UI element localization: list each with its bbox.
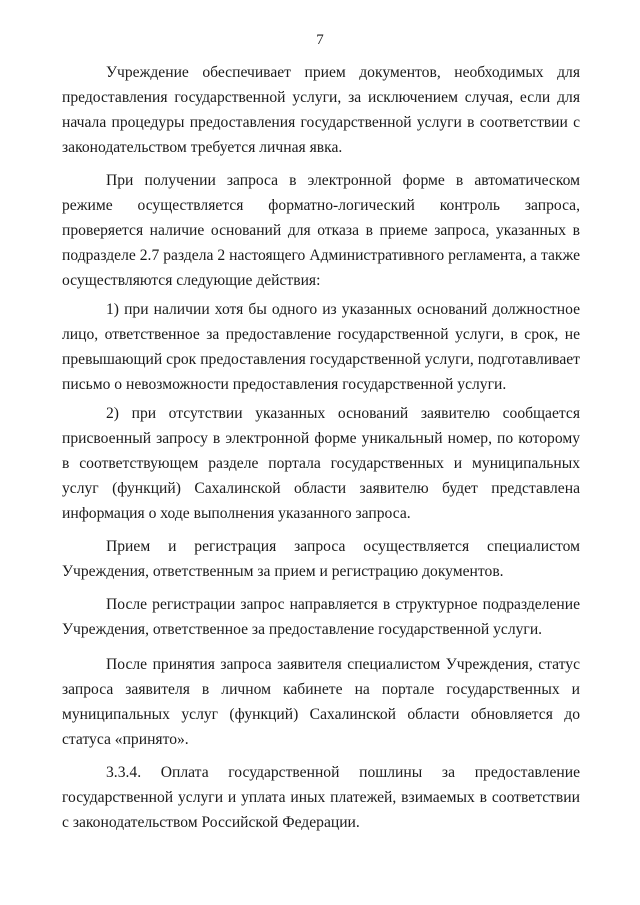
- paragraph-registration: Прием и регистрация запроса осуществляется специалистом Учреждения, ответственным за прием и регистрацию документов.: [62, 538, 580, 580]
- page-number: 7: [316, 32, 324, 48]
- paragraph-electronic-request-control: При получении запроса в электронной форме в автоматическом режиме осуществляется форматно-логический контроль запроса, проверяется наличие оснований для отказа в приеме запроса, указанных в подразделе 2.7 раздела 2 настоящего Административного регламента, а также осуществляются следующие действия:: [62, 172, 580, 289]
- paragraph-item-2-unique-number: 2) при отсутствии указанных оснований заявителю сообщается присвоенный запросу в электронной форме уникальный номер, по которому в соответствующем разделе портала государственных и муниципальных услуг (функций) Сахалинской области заявителю будет представлена информация о ходе выполнения указанного запроса.: [62, 405, 580, 522]
- paragraph-document-acceptance: Учреждение обеспечивает прием документов, необходимых для предоставления государственной услуги, за исключением случая, если для начала процедуры предоставления государственной услуги в соответствии с законодательством требуется личная явка.: [62, 64, 580, 156]
- paragraph-item-1-refusal-letter: 1) при наличии хотя бы одного из указанных оснований должностное лицо, ответственное за предоставление государственной услуги, в срок, не превышающий срок предоставления государственной услуги, подготавливает письмо о невозможности предоставления государственной услуги.: [62, 301, 580, 393]
- paragraph-section-3-3-4: 3.3.4. Оплата государственной пошлины за предоставление государственной услуги и уплата иных платежей, взимаемых в соответствии с законодательством Российской Федерации.: [62, 764, 580, 831]
- paragraph-status-update: После принятия запроса заявителя специалистом Учреждения, статус запроса заявителя в личном кабинете на портале государственных и муниципальных услуг (функций) Сахалинской области обновляется до статуса «принято».: [62, 656, 580, 748]
- paragraph-forwarding: После регистрации запрос направляется в структурное подразделение Учреждения, ответственное за предоставление государственной услуги.: [62, 596, 580, 638]
- document-body: [62, 60, 580, 843]
